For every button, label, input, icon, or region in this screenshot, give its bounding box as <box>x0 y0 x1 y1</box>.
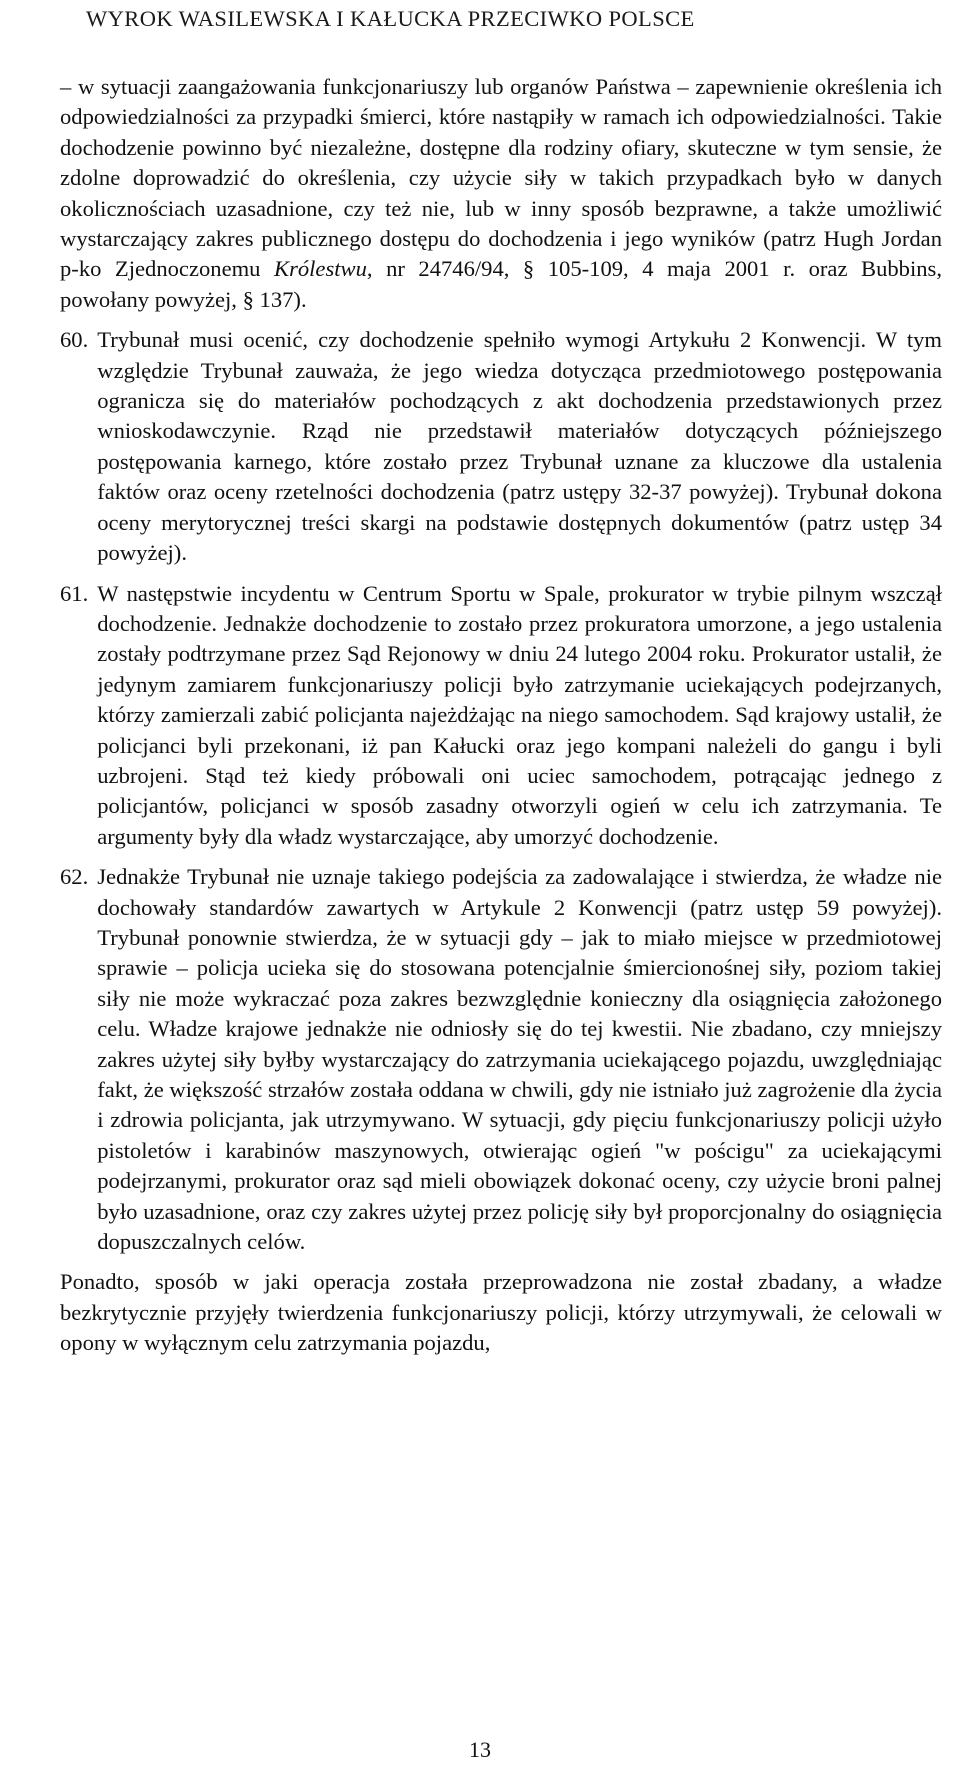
page-number: 13 <box>469 1737 491 1762</box>
paragraph-number: 60. <box>60 327 89 353</box>
quoted-paragraph <box>60 72 942 315</box>
running-header: WYROK WASILEWSKA I KAŁUCKA PRZECIWKO POLSCE <box>86 6 695 31</box>
paragraph-text: W następstwie incydentu w Centrum Sportu w Spale, prokurator w trybie pilnym wszczął dochodzenie. Jednakże dochodzenie to zostało przez prokuratora umorzone, a jego ustalenia zostały podtrzymane przez Sąd Rejonowy w dniu 24 lutego 2004 roku. Prokurator ustalił, że jedynym zamiarem funkcjonariuszy policji było zatrzymanie uciekających podejrzanych, którzy zamierzali zabić policjanta najeżdżając na niego samochodem. Sąd krajowy ustalił, że policjanci byli przekonani, iż pan Kałucki oraz jego kompani należeli do gangu i byli uzbrojeni. Stąd też kiedy próbowali oni uciec samochodem, potrącając jednego z policjantów, policjanci w sposób zasadny otworzyli ogień w celu ich zatrzymania. Te argumenty były dla władz wystarczające, aby umorzyć dochodzenie. <box>97 580 942 849</box>
paragraph-62 <box>60 862 942 1257</box>
paragraph-60 <box>60 325 942 568</box>
quote-text-part-b: , nr 24746/94, § 105-109, 4 maja 2001 r. oraz Bubbins, powołany powyżej, § 137). <box>60 256 942 312</box>
paragraph-61 <box>60 579 942 853</box>
paragraph-text: Jednakże Trybunał nie uznaje takiego podejścia za zadowalające i stwierdza, że władze nie dochowały standardów zawartych w Artykule 2 Konwencji (patrz ustęp 59 powyżej). Trybunał ponownie stwierdza, że w sytuacji gdy – jak to miało miejsce w przedmiotowej sprawie – policja ucieka się do stosowana potencjalnie śmiercionośnej siły, poziom takiej siły nie może wykraczać poza zakres bezwzględnie konieczny dla osiągnięcia założonego celu. Władze krajowe jednakże nie odniosły się do tej kwestii. Nie zbadano, czy mniejszy zakres użytej siły byłby wystarczający do zatrzymania uciekającego pojazdu, uwzględniając fakt, że większość strzałów została oddana w chwili, gdy nie istniało już zagrożenie dla życia i zdrowia policjanta, jak utrzymywano. W sytuacji, gdy pięciu funkcjonariuszy policji użyło pistoletów i karabinów maszynowych, otwierając ogień "w pościgu" za uciekającymi podejrzanymi, prokurator oraz sąd mieli obowiązek dokonać oceny, czy użycie broni palnej było uzasadnione, oraz czy zakres użytej przez policję siły był proporcjonalny do osiągnięcia dopuszczalnych celów. <box>97 864 942 1255</box>
body-text <box>60 72 942 1359</box>
paragraph-62-continuation: Ponadto, sposób w jaki operacja została przeprowadzona nie został zbadany, a władze bezkrytycznie przyjęły twierdzenia funkcjonariuszy policji, którzy utrzymywali, że celowali w opony w wyłącznym celu zatrzymania pojazdu, <box>60 1269 942 1356</box>
quote-italic-text: Królestwu <box>274 256 367 282</box>
paragraph-number: 61. <box>60 580 89 606</box>
quote-text-part-a: – w sytuacji zaangażowania funkcjonariuszy lub organów Państwa – zapewnienie określenia ich odpowiedzialności za przypadki śmierci, które nastąpiły w ramach ich odpowiedzialności. Takie dochodzenie powinno być niezależne, dostępne dla rodziny ofiary, skuteczne w tym sensie, że zdolne doprowadzić do określenia, czy użycie siły w takich przypadkach było w danych okolicznościach uzasadnione, czy też nie, lub w inny sposób bezprawne, a także umożliwić wystarczający zakres publicznego dostępu do dochodzenia i jego wyników (patrz Hugh Jordan p-ko Zjednoczonemu <box>60 74 942 282</box>
paragraph-number: 62. <box>60 864 89 890</box>
paragraph-text: Trybunał musi ocenić, czy dochodzenie spełniło wymogi Artykułu 2 Konwencji. W tym względzie Trybunał zauważa, że jego wiedza dotycząca przedmiotowego postępowania ogranicza się do materiałów pochodzących z akt dochodzenia przedstawionych przez wnioskodawczynie. Rząd nie przedstawił materiałów dotyczących późniejszego postępowania karnego, które zostało przez Trybunał uznane za kluczowe dla ustalenia faktów oraz oceny rzetelności dochodzenia (patrz ustępy 32-37 powyżej). Trybunał dokona oceny merytorycznej treści skargi na podstawie dostępnych dokumentów (patrz ustęp 34 powyżej). <box>97 327 942 566</box>
